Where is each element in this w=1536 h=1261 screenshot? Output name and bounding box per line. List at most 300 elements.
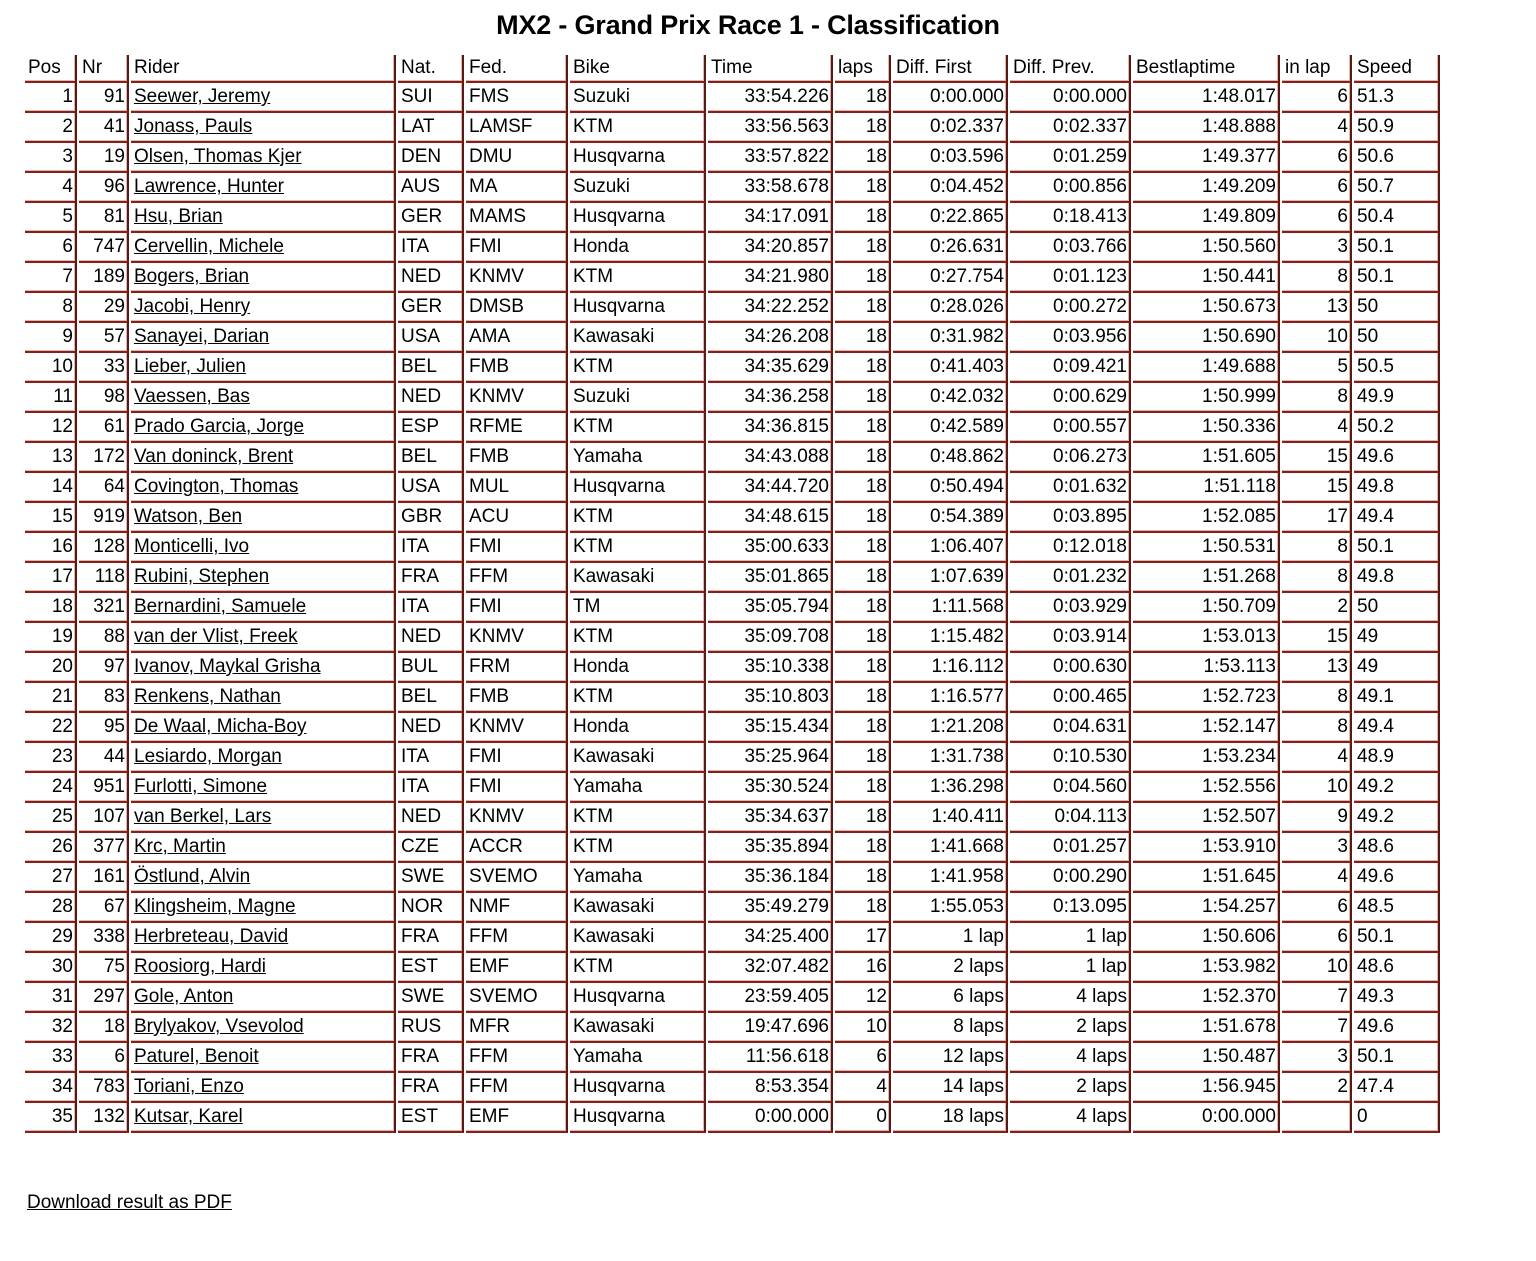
cell-diff-prev: 0:01.232 (1010, 563, 1131, 593)
cell-diff-prev: 0:04.560 (1010, 773, 1131, 803)
cell-diff-first: 1:40.411 (893, 803, 1008, 833)
cell-fed: ACU (466, 503, 568, 533)
header-row (25, 55, 1440, 83)
cell-nat: GBR (398, 503, 464, 533)
cell-in-lap: 15 (1282, 473, 1352, 503)
cell-laps: 18 (835, 683, 891, 713)
cell-bike: Husqvarna (570, 1073, 706, 1103)
cell-speed: 49.8 (1354, 473, 1440, 503)
table-row (25, 143, 1440, 173)
rider-link[interactable]: Östlund, Alvin (134, 866, 251, 887)
cell-in-lap: 6 (1282, 893, 1352, 923)
rider-link[interactable]: Furlotti, Simone (134, 776, 268, 797)
cell-pos: 17 (25, 563, 77, 593)
cell-diff-first: 1:06.407 (893, 533, 1008, 563)
cell-nat: BEL (398, 443, 464, 473)
cell-time: 34:44.720 (708, 473, 833, 503)
cell-time: 34:21.980 (708, 263, 833, 293)
cell-time: 34:20.857 (708, 233, 833, 263)
cell-fed: FFM (466, 923, 568, 953)
cell-pos: 14 (25, 473, 77, 503)
cell-bike: Kawasaki (570, 893, 706, 923)
cell-rider (131, 803, 396, 833)
cell-laps: 18 (835, 503, 891, 533)
rider-link[interactable]: Bernardini, Samuele (134, 596, 307, 617)
cell-nat: USA (398, 473, 464, 503)
cell-diff-first: 1 lap (893, 923, 1008, 953)
cell-fed: FMB (466, 353, 568, 383)
cell-bike: Honda (570, 233, 706, 263)
cell-bestlaptime: 1:51.118 (1133, 473, 1280, 503)
cell-nat: CZE (398, 833, 464, 863)
cell-laps: 18 (835, 83, 891, 113)
table-row (25, 983, 1440, 1013)
cell-diff-prev: 0:03.766 (1010, 233, 1131, 263)
table-row (25, 563, 1440, 593)
cell-time: 33:54.226 (708, 83, 833, 113)
cell-in-lap: 13 (1282, 293, 1352, 323)
column-header-diff-prev: Diff. Prev. (1010, 55, 1131, 83)
cell-rider (131, 983, 396, 1013)
rider-link[interactable]: Gole, Anton (134, 986, 234, 1007)
cell-fed: MFR (466, 1013, 568, 1043)
table-row (25, 263, 1440, 293)
cell-pos: 26 (25, 833, 77, 863)
cell-diff-prev: 0:00.557 (1010, 413, 1131, 443)
cell-speed: 49 (1354, 653, 1440, 683)
cell-rider (131, 1073, 396, 1103)
cell-time: 34:17.091 (708, 203, 833, 233)
table-row (25, 1013, 1440, 1043)
cell-laps: 18 (835, 293, 891, 323)
cell-fed: KNMV (466, 623, 568, 653)
cell-bike: Husqvarna (570, 293, 706, 323)
cell-fed: SVEMO (466, 983, 568, 1013)
cell-nr: 128 (79, 533, 129, 563)
table-row (25, 203, 1440, 233)
cell-diff-first: 1:07.639 (893, 563, 1008, 593)
cell-bestlaptime: 1:51.678 (1133, 1013, 1280, 1043)
table-row (25, 743, 1440, 773)
cell-pos: 7 (25, 263, 77, 293)
cell-diff-first: 1:36.298 (893, 773, 1008, 803)
cell-laps: 18 (835, 833, 891, 863)
cell-bike: Yamaha (570, 1043, 706, 1073)
cell-diff-prev: 4 laps (1010, 983, 1131, 1013)
cell-diff-prev: 0:00.629 (1010, 383, 1131, 413)
cell-fed: FRM (466, 653, 568, 683)
cell-bestlaptime: 1:51.268 (1133, 563, 1280, 593)
cell-time: 34:36.815 (708, 413, 833, 443)
cell-diff-first: 8 laps (893, 1013, 1008, 1043)
cell-bestlaptime: 1:50.336 (1133, 413, 1280, 443)
cell-diff-first: 1:41.958 (893, 863, 1008, 893)
rider-link[interactable]: van der Vlist, Freek (134, 626, 298, 647)
cell-diff-prev: 0:04.113 (1010, 803, 1131, 833)
rider-link[interactable]: Brylyakov, Vsevolod (134, 1016, 304, 1037)
rider-link[interactable]: Paturel, Benoit (134, 1046, 259, 1067)
rider-link[interactable]: van Berkel, Lars (134, 806, 272, 827)
cell-fed: KNMV (466, 803, 568, 833)
rider-link[interactable]: Lieber, Julien (134, 356, 246, 377)
cell-pos: 8 (25, 293, 77, 323)
cell-speed: 50.1 (1354, 533, 1440, 563)
cell-speed: 49.6 (1354, 1013, 1440, 1043)
cell-fed: DMSB (466, 293, 568, 323)
cell-rider (131, 383, 396, 413)
rider-link[interactable]: Renkens, Nathan (134, 686, 281, 707)
rider-link[interactable]: Hsu, Brian (134, 206, 223, 227)
column-header-fed: Fed. (466, 55, 568, 83)
cell-time: 35:09.708 (708, 623, 833, 653)
cell-speed: 49.2 (1354, 773, 1440, 803)
cell-bike: Kawasaki (570, 323, 706, 353)
cell-fed: FFM (466, 563, 568, 593)
cell-laps: 18 (835, 743, 891, 773)
cell-bestlaptime: 1:52.507 (1133, 803, 1280, 833)
cell-time: 35:25.964 (708, 743, 833, 773)
cell-in-lap: 3 (1282, 233, 1352, 263)
cell-nat: EST (398, 953, 464, 983)
cell-bike: KTM (570, 803, 706, 833)
cell-fed: ACCR (466, 833, 568, 863)
cell-bestlaptime: 1:54.257 (1133, 893, 1280, 923)
cell-nat: ITA (398, 233, 464, 263)
cell-in-lap: 4 (1282, 113, 1352, 143)
cell-bestlaptime: 1:51.645 (1133, 863, 1280, 893)
cell-laps: 18 (835, 563, 891, 593)
rider-link[interactable]: Watson, Ben (134, 506, 243, 527)
cell-nat: FRA (398, 1043, 464, 1073)
cell-diff-prev: 0:03.895 (1010, 503, 1131, 533)
cell-diff-first: 0:42.589 (893, 413, 1008, 443)
cell-nr: 81 (79, 203, 129, 233)
cell-diff-prev: 2 laps (1010, 1013, 1131, 1043)
cell-bike: Kawasaki (570, 1013, 706, 1043)
column-header-time: Time (708, 55, 833, 83)
table-row (25, 383, 1440, 413)
cell-diff-prev: 0:04.631 (1010, 713, 1131, 743)
cell-fed: KNMV (466, 383, 568, 413)
cell-bestlaptime: 1:50.690 (1133, 323, 1280, 353)
rider-link[interactable]: Ivanov, Maykal Grisha (134, 656, 321, 677)
cell-bestlaptime: 1:49.377 (1133, 143, 1280, 173)
cell-nr: 321 (79, 593, 129, 623)
column-header-bike: Bike (570, 55, 706, 83)
cell-fed: FMS (466, 83, 568, 113)
cell-time: 0:00.000 (708, 1103, 833, 1133)
cell-time: 34:48.615 (708, 503, 833, 533)
download-pdf-link[interactable]: Download result as PDF (27, 1192, 232, 1213)
cell-nr: 57 (79, 323, 129, 353)
cell-in-lap: 15 (1282, 443, 1352, 473)
cell-laps: 18 (835, 653, 891, 683)
cell-time: 35:10.803 (708, 683, 833, 713)
cell-diff-first: 0:31.982 (893, 323, 1008, 353)
cell-pos: 24 (25, 773, 77, 803)
cell-bike: Husqvarna (570, 1103, 706, 1133)
cell-rider (131, 1013, 396, 1043)
rider-link[interactable]: Kutsar, Karel (134, 1106, 243, 1127)
column-header-laps: laps (835, 55, 891, 83)
cell-laps: 16 (835, 953, 891, 983)
rider-link[interactable]: Bogers, Brian (134, 266, 250, 287)
cell-laps: 18 (835, 533, 891, 563)
cell-diff-first: 0:48.862 (893, 443, 1008, 473)
classification-table (23, 55, 1442, 1133)
cell-time: 35:10.338 (708, 653, 833, 683)
table-row (25, 353, 1440, 383)
cell-time: 35:01.865 (708, 563, 833, 593)
cell-nr: 6 (79, 1043, 129, 1073)
cell-pos: 4 (25, 173, 77, 203)
cell-nr: 61 (79, 413, 129, 443)
rider-link[interactable]: Van doninck, Brent (134, 446, 294, 467)
rider-link[interactable]: Lawrence, Hunter (134, 176, 284, 197)
cell-laps: 10 (835, 1013, 891, 1043)
cell-nr: 33 (79, 353, 129, 383)
cell-bestlaptime: 1:49.209 (1133, 173, 1280, 203)
rider-link[interactable]: Olsen, Thomas Kjer (134, 146, 302, 167)
rider-link[interactable]: Toriani, Enzo (134, 1076, 244, 1097)
cell-time: 33:57.822 (708, 143, 833, 173)
table-row (25, 923, 1440, 953)
cell-bestlaptime: 1:50.709 (1133, 593, 1280, 623)
column-header-bestlaptime: Bestlaptime (1133, 55, 1280, 83)
cell-speed: 51.3 (1354, 83, 1440, 113)
cell-bestlaptime: 1:50.673 (1133, 293, 1280, 323)
column-header-speed: Speed (1354, 55, 1440, 83)
cell-diff-first: 0:26.631 (893, 233, 1008, 263)
table-row (25, 323, 1440, 353)
rider-link[interactable]: Klingsheim, Magne (134, 896, 296, 917)
cell-diff-first: 0:02.337 (893, 113, 1008, 143)
cell-diff-first: 0:54.389 (893, 503, 1008, 533)
cell-pos: 22 (25, 713, 77, 743)
cell-laps: 18 (835, 173, 891, 203)
cell-diff-prev: 0:12.018 (1010, 533, 1131, 563)
cell-speed: 50.2 (1354, 413, 1440, 443)
cell-pos: 31 (25, 983, 77, 1013)
cell-nr: 338 (79, 923, 129, 953)
cell-speed: 49.8 (1354, 563, 1440, 593)
rider-link[interactable]: Prado Garcia, Jorge (134, 416, 305, 437)
cell-rider (131, 503, 396, 533)
table-row (25, 443, 1440, 473)
cell-nat: BEL (398, 353, 464, 383)
cell-laps: 17 (835, 923, 891, 953)
cell-diff-prev: 0:00.465 (1010, 683, 1131, 713)
cell-speed: 50.6 (1354, 143, 1440, 173)
cell-nr: 377 (79, 833, 129, 863)
cell-nr: 96 (79, 173, 129, 203)
cell-bike: KTM (570, 263, 706, 293)
cell-rider (131, 833, 396, 863)
cell-diff-prev: 4 laps (1010, 1103, 1131, 1133)
cell-laps: 18 (835, 233, 891, 263)
cell-bike: KTM (570, 953, 706, 983)
rider-link[interactable]: Covington, Thomas (134, 476, 299, 497)
cell-nr: 98 (79, 383, 129, 413)
cell-pos: 34 (25, 1073, 77, 1103)
cell-bestlaptime: 1:52.723 (1133, 683, 1280, 713)
cell-speed: 50.1 (1354, 263, 1440, 293)
cell-time: 35:49.279 (708, 893, 833, 923)
cell-in-lap: 10 (1282, 323, 1352, 353)
cell-fed: KNMV (466, 713, 568, 743)
rider-link[interactable]: Roosiorg, Hardi (134, 956, 266, 977)
table-body (25, 83, 1440, 1133)
rider-link[interactable]: Vaessen, Bas (134, 386, 250, 407)
cell-nat: NED (398, 623, 464, 653)
cell-rider (131, 953, 396, 983)
cell-nr: 95 (79, 713, 129, 743)
cell-diff-prev: 0:01.259 (1010, 143, 1131, 173)
cell-nat: BUL (398, 653, 464, 683)
cell-nat: NED (398, 713, 464, 743)
cell-diff-first: 18 laps (893, 1103, 1008, 1133)
cell-in-lap: 6 (1282, 143, 1352, 173)
cell-rider (131, 1103, 396, 1133)
rider-link[interactable]: Krc, Martin (134, 836, 226, 857)
cell-diff-prev: 0:09.421 (1010, 353, 1131, 383)
table-row (25, 713, 1440, 743)
cell-pos: 28 (25, 893, 77, 923)
cell-pos: 6 (25, 233, 77, 263)
cell-in-lap: 10 (1282, 953, 1352, 983)
cell-nat: ITA (398, 773, 464, 803)
table-row (25, 683, 1440, 713)
cell-speed: 49.6 (1354, 443, 1440, 473)
cell-nat: SWE (398, 863, 464, 893)
cell-rider (131, 323, 396, 353)
cell-fed: FMB (466, 683, 568, 713)
cell-diff-prev: 0:03.956 (1010, 323, 1131, 353)
cell-pos: 10 (25, 353, 77, 383)
cell-in-lap: 8 (1282, 563, 1352, 593)
cell-laps: 18 (835, 443, 891, 473)
cell-pos: 18 (25, 593, 77, 623)
cell-speed: 49.6 (1354, 863, 1440, 893)
cell-pos: 21 (25, 683, 77, 713)
cell-laps: 6 (835, 1043, 891, 1073)
cell-bestlaptime: 1:52.556 (1133, 773, 1280, 803)
cell-pos: 3 (25, 143, 77, 173)
rider-link[interactable]: Jacobi, Henry (134, 296, 251, 317)
table-row (25, 623, 1440, 653)
cell-time: 35:00.633 (708, 533, 833, 563)
cell-fed: FMI (466, 533, 568, 563)
cell-in-lap: 8 (1282, 263, 1352, 293)
column-header-pos: Pos (25, 55, 77, 83)
cell-time: 35:34.637 (708, 803, 833, 833)
cell-bike: Kawasaki (570, 923, 706, 953)
cell-nr: 19 (79, 143, 129, 173)
cell-bestlaptime: 1:53.910 (1133, 833, 1280, 863)
rider-link[interactable]: De Waal, Micha-Boy (134, 716, 307, 737)
cell-speed: 49 (1354, 623, 1440, 653)
cell-diff-prev: 2 laps (1010, 1073, 1131, 1103)
cell-pos: 23 (25, 743, 77, 773)
cell-time: 35:30.524 (708, 773, 833, 803)
cell-rider (131, 893, 396, 923)
cell-bestlaptime: 1:49.809 (1133, 203, 1280, 233)
cell-diff-prev: 0:06.273 (1010, 443, 1131, 473)
cell-diff-first: 0:27.754 (893, 263, 1008, 293)
cell-in-lap: 3 (1282, 1043, 1352, 1073)
cell-diff-first: 0:04.452 (893, 173, 1008, 203)
rider-link[interactable]: Sanayei, Darian (134, 326, 270, 347)
cell-bestlaptime: 1:48.017 (1133, 83, 1280, 113)
cell-rider (131, 683, 396, 713)
cell-bike: Husqvarna (570, 473, 706, 503)
rider-link[interactable]: Monticelli, Ivo (134, 536, 250, 557)
cell-laps: 18 (835, 143, 891, 173)
cell-nat: FRA (398, 1073, 464, 1103)
table-row (25, 83, 1440, 113)
table-row (25, 413, 1440, 443)
cell-bike: Kawasaki (570, 563, 706, 593)
cell-bike: Husqvarna (570, 203, 706, 233)
cell-in-lap: 8 (1282, 713, 1352, 743)
rider-link[interactable]: Herbreteau, David (134, 926, 289, 947)
cell-pos: 9 (25, 323, 77, 353)
cell-rider (131, 143, 396, 173)
rider-link[interactable]: Seewer, Jeremy (134, 86, 271, 107)
page-title: MX2 - Grand Prix Race 1 - Classification (496, 10, 1000, 40)
cell-diff-prev: 0:03.914 (1010, 623, 1131, 653)
cell-diff-prev: 0:02.337 (1010, 113, 1131, 143)
cell-rider (131, 353, 396, 383)
cell-speed: 50.9 (1354, 113, 1440, 143)
cell-speed: 48.6 (1354, 833, 1440, 863)
cell-speed: 49.1 (1354, 683, 1440, 713)
cell-diff-first: 1:21.208 (893, 713, 1008, 743)
cell-bestlaptime: 1:50.560 (1133, 233, 1280, 263)
cell-laps: 18 (835, 323, 891, 353)
cell-bike: KTM (570, 623, 706, 653)
cell-in-lap (1282, 1103, 1352, 1133)
rider-link[interactable]: Jonass, Pauls (134, 116, 253, 137)
rider-link[interactable]: Lesiardo, Morgan (134, 746, 282, 767)
rider-link[interactable]: Cervellin, Michele (134, 236, 284, 257)
cell-fed: MAMS (466, 203, 568, 233)
cell-pos: 20 (25, 653, 77, 683)
cell-time: 33:58.678 (708, 173, 833, 203)
cell-laps: 12 (835, 983, 891, 1013)
cell-bike: KTM (570, 503, 706, 533)
cell-nr: 44 (79, 743, 129, 773)
cell-laps: 0 (835, 1103, 891, 1133)
cell-nr: 107 (79, 803, 129, 833)
cell-fed: FFM (466, 1043, 568, 1073)
cell-laps: 18 (835, 473, 891, 503)
cell-speed: 48.5 (1354, 893, 1440, 923)
cell-pos: 29 (25, 923, 77, 953)
cell-fed: EMF (466, 1103, 568, 1133)
rider-link[interactable]: Rubini, Stephen (134, 566, 270, 587)
cell-fed: FMI (466, 593, 568, 623)
table-row (25, 833, 1440, 863)
table-row (25, 473, 1440, 503)
table-row (25, 773, 1440, 803)
cell-pos: 12 (25, 413, 77, 443)
cell-fed: FMI (466, 743, 568, 773)
cell-nat: EST (398, 1103, 464, 1133)
cell-speed: 0 (1354, 1103, 1440, 1133)
cell-diff-first: 0:03.596 (893, 143, 1008, 173)
cell-nr: 919 (79, 503, 129, 533)
